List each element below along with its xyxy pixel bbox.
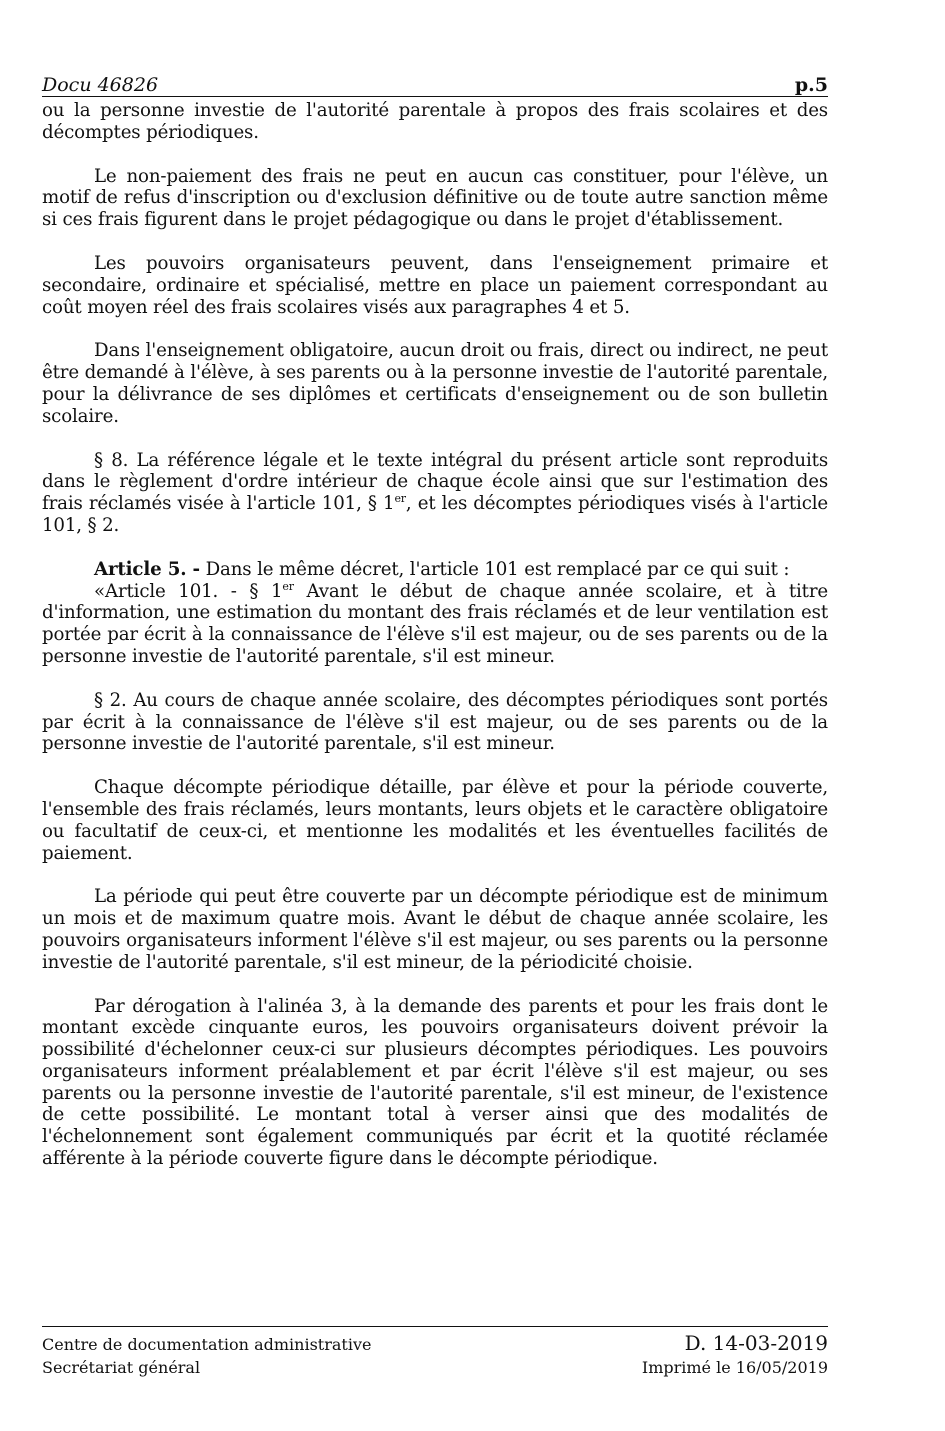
section-8-text: § 8. La référence légale et le texte intégral du présent article sont reproduits dans le règlement d'ordre intérieur de chaque école ainsi que sur l'estimation des frais réclamés visée à l'article 101, § 1 <box>42 449 828 515</box>
paragraph-derogation: Par dérogation à l'alinéa 3, à la demande des parents et pour les frais dont le montant excède cinquante euros, les pouvoirs organisateurs doivent prévoir la possibilité d'échelonner ceux-ci sur plusieurs décomptes périodiques. Les pouvoirs organisateurs informent préalablement et par écrit l'élève s'il est majeur, ou ses parents ou la personne investie de l'autorité parentale, s'il est mineur, de l'existence de cette possibilité. Le montant total à verser ainsi que des modalités de l'échelonnement sont également communiqués par écrit et la quotité réclamée afférente à la période couverte figure dans le décompte périodique. <box>42 995 828 1170</box>
paragraph-compulsory-education: Dans l'enseignement obligatoire, aucun droit ou frais, direct ou indirect, ne peut être demandé à l'élève, à ses parents ou à la personne investie de l'autorité parentale, pour la délivrance de ses diplômes et certificats d'enseignement ou de son bulletin scolaire. <box>42 340 828 427</box>
superscript-er: er <box>282 579 294 593</box>
page-footer <box>42 1326 828 1387</box>
footer-date: D. 14-03-2019 <box>684 1331 828 1355</box>
section-8-text-end: , et les décomptes périodiques visés à l'article 101, § 2. <box>42 493 829 536</box>
document-reference: Docu 46826 <box>42 74 159 96</box>
footer-printed-date: Imprimé le 16/05/2019 <box>641 1358 828 1377</box>
article-5-heading <box>42 559 828 581</box>
page-header <box>42 74 828 97</box>
paragraph-non-payment: Le non-paiement des frais ne peut en aucun cas constituer, pour l'élève, un motif de refus d'inscription ou d'exclusion définitive ou de toute autre sanction même si ces frais figurent dans le projet pédagogique ou dans le projet d'établissement. <box>42 165 828 231</box>
paragraph-section-8 <box>42 450 828 537</box>
superscript-er: er <box>394 492 406 506</box>
article-5-text: Dans le même décret, l'article 101 est remplacé par ce qui suit : <box>199 558 790 580</box>
paragraph-continuation: ou la personne investie de l'autorité parentale à propos des frais scolaires et des décomptes périodiques. <box>42 100 828 143</box>
paragraph-period-coverage: La période qui peut être couverte par un décompte périodique est de minimum un mois et de maximum quatre mois. Avant le début de chaque année scolaire, les pouvoirs organisateurs informent l'élève s'il est majeur, ou ses parents ou la personne investie de l'autorité parentale, s'il est mineur, de la périodicité choisie. <box>42 886 828 973</box>
paragraph-average-cost: Les pouvoirs organisateurs peuvent, dans l'enseignement primaire et secondaire, ordinaire et spécialisé, mettre en place un paiement correspondant au coût moyen réel des frais scolaires visés aux paragraphes 4 et 5. <box>42 252 828 318</box>
paragraph-article-101-section-1 <box>42 581 828 668</box>
article-5-label: Article 5. - <box>94 558 200 580</box>
footer-organization: Centre de documentation administrative <box>42 1335 372 1354</box>
article-101-text: Avant le début de chaque année scolaire, et à titre d'information, une estimation du montant des frais réclamés et de leur ventilation est portée par écrit à la connaissance de l'élève s'il est majeur, ou de ses parents ou de la personne investie de l'autorité parentale, s'il est mineur. <box>42 580 828 667</box>
document-body <box>42 100 828 1192</box>
paragraph-periodic-statement: Chaque décompte périodique détaille, par élève et pour la période couverte, l'ensemble des frais réclamés, leurs montants, leurs objets et le caractère obligatoire ou facultatif de ceux-ci, et mentionne les modalités et les éventuelles facilités de paiement. <box>42 777 828 864</box>
article-101-intro: «Article 101. - § 1 <box>94 580 283 602</box>
paragraph-section-2: § 2. Au cours de chaque année scolaire, des décomptes périodiques sont portés par écrit à la connaissance de l'élève s'il est majeur, ou de ses parents ou de la personne investie de l'autorité parentale, s'il est mineur. <box>42 689 828 755</box>
page-number: p.5 <box>794 74 828 96</box>
footer-department: Secrétariat général <box>42 1358 201 1377</box>
